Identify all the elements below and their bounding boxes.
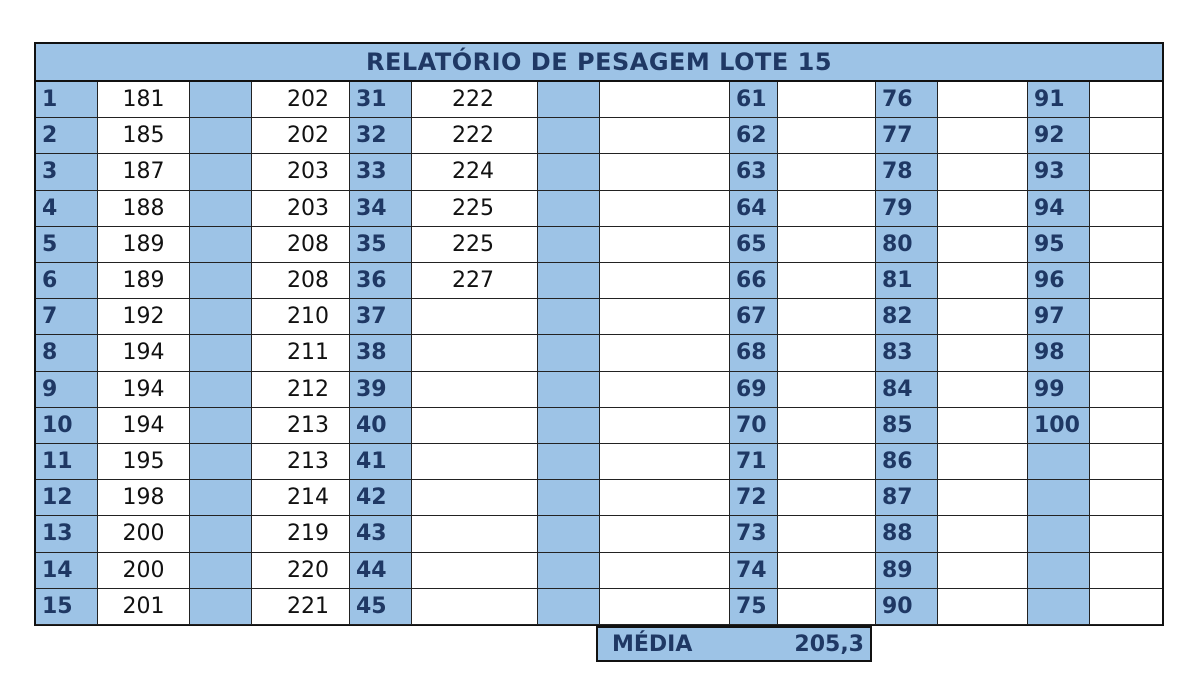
weight-cell (778, 299, 876, 335)
weight-cell: 188 (98, 191, 190, 227)
weight-cell (412, 480, 538, 516)
weight-cell (938, 118, 1028, 154)
lot-index-cell (538, 335, 600, 371)
lot-index-cell: 86 (876, 444, 938, 480)
weight-cell (1090, 553, 1162, 589)
weight-cell: 203 (252, 191, 350, 227)
average-label: MÉDIA (612, 631, 693, 657)
weight-cell (938, 553, 1028, 589)
weight-cell (778, 335, 876, 371)
weight-cell (412, 408, 538, 444)
weight-cell: 221 (252, 589, 350, 625)
weight-cell (412, 553, 538, 589)
lot-index-cell (190, 227, 252, 263)
weight-cell: 185 (98, 118, 190, 154)
lot-index-cell (1028, 516, 1090, 552)
weight-cell: 220 (252, 553, 350, 589)
lot-index-cell: 88 (876, 516, 938, 552)
lot-index-cell: 90 (876, 589, 938, 625)
average-box (596, 626, 872, 662)
weight-cell (1090, 480, 1162, 516)
weight-cell: 187 (98, 154, 190, 190)
lot-index-cell (538, 82, 600, 118)
lot-index-cell (190, 299, 252, 335)
lot-index-cell: 65 (730, 227, 778, 263)
weight-cell (600, 408, 730, 444)
lot-index-cell: 45 (350, 589, 412, 625)
weight-cell (778, 82, 876, 118)
weighing-report-table (34, 42, 1164, 626)
lot-index-cell: 42 (350, 480, 412, 516)
lot-index-cell: 36 (350, 263, 412, 299)
lot-index-cell: 71 (730, 444, 778, 480)
weight-cell (938, 335, 1028, 371)
weight-cell: 189 (98, 227, 190, 263)
lot-index-cell: 75 (730, 589, 778, 625)
weight-cell (938, 82, 1028, 118)
weight-cell (1090, 118, 1162, 154)
weight-cell: 202 (252, 118, 350, 154)
weight-cell: 213 (252, 408, 350, 444)
weight-cell: 200 (98, 553, 190, 589)
lot-index-cell: 5 (36, 227, 98, 263)
weight-cell: 194 (98, 408, 190, 444)
lot-index-cell: 81 (876, 263, 938, 299)
lot-index-cell: 43 (350, 516, 412, 552)
lot-index-cell: 44 (350, 553, 412, 589)
lot-index-cell (1028, 444, 1090, 480)
lot-index-cell (190, 191, 252, 227)
lot-index-cell: 89 (876, 553, 938, 589)
weight-cell (938, 154, 1028, 190)
weight-cell (778, 480, 876, 516)
lot-index-cell: 95 (1028, 227, 1090, 263)
lot-index-cell: 84 (876, 372, 938, 408)
weight-cell (778, 118, 876, 154)
weight-cell (778, 553, 876, 589)
lot-index-cell (538, 372, 600, 408)
weight-cell: 198 (98, 480, 190, 516)
weight-cell: 213 (252, 444, 350, 480)
weight-cell (600, 299, 730, 335)
weight-cell (412, 372, 538, 408)
weight-cell (1090, 444, 1162, 480)
weight-cell (600, 335, 730, 371)
weight-cell (778, 227, 876, 263)
lot-index-cell: 73 (730, 516, 778, 552)
lot-index-cell: 72 (730, 480, 778, 516)
lot-index-cell: 37 (350, 299, 412, 335)
lot-index-cell (190, 263, 252, 299)
weight-cell (600, 553, 730, 589)
lot-index-cell: 78 (876, 154, 938, 190)
lot-index-cell: 38 (350, 335, 412, 371)
lot-index-cell: 80 (876, 227, 938, 263)
lot-index-cell (538, 299, 600, 335)
weight-cell: 181 (98, 82, 190, 118)
lot-index-cell (190, 154, 252, 190)
weight-cell: 214 (252, 480, 350, 516)
weight-cell: 212 (252, 372, 350, 408)
weight-cell (778, 516, 876, 552)
lot-index-cell: 77 (876, 118, 938, 154)
weight-cell (600, 480, 730, 516)
weight-cell: 202 (252, 82, 350, 118)
weight-cell (600, 444, 730, 480)
weights-grid (36, 82, 1162, 626)
weight-cell (938, 191, 1028, 227)
lot-index-cell: 39 (350, 372, 412, 408)
lot-index-cell (1028, 480, 1090, 516)
weight-cell (938, 299, 1028, 335)
lot-index-cell: 33 (350, 154, 412, 190)
lot-index-cell (190, 589, 252, 625)
weight-cell (1090, 191, 1162, 227)
lot-index-cell: 64 (730, 191, 778, 227)
weight-cell (1090, 335, 1162, 371)
weight-cell (600, 154, 730, 190)
weight-cell (778, 154, 876, 190)
weight-cell: 211 (252, 335, 350, 371)
weight-cell: 208 (252, 227, 350, 263)
lot-index-cell (190, 118, 252, 154)
weight-cell (600, 372, 730, 408)
lot-index-cell: 69 (730, 372, 778, 408)
weight-cell: 201 (98, 589, 190, 625)
lot-index-cell: 6 (36, 263, 98, 299)
lot-index-cell: 67 (730, 299, 778, 335)
lot-index-cell (538, 227, 600, 263)
weight-cell (412, 589, 538, 625)
weight-cell: 219 (252, 516, 350, 552)
lot-index-cell: 35 (350, 227, 412, 263)
weight-cell: 203 (252, 154, 350, 190)
weight-cell: 224 (412, 154, 538, 190)
lot-index-cell (538, 408, 600, 444)
report-title: RELATÓRIO DE PESAGEM LOTE 15 (36, 44, 1162, 82)
lot-index-cell (538, 154, 600, 190)
weight-cell (412, 444, 538, 480)
weight-cell (600, 82, 730, 118)
lot-index-cell (538, 263, 600, 299)
weight-cell (600, 516, 730, 552)
lot-index-cell (190, 408, 252, 444)
lot-index-cell: 62 (730, 118, 778, 154)
weight-cell (600, 263, 730, 299)
weight-cell (412, 335, 538, 371)
weight-cell: 200 (98, 516, 190, 552)
weight-cell (1090, 372, 1162, 408)
lot-index-cell: 13 (36, 516, 98, 552)
lot-index-cell: 79 (876, 191, 938, 227)
weight-cell (1090, 154, 1162, 190)
lot-index-cell: 3 (36, 154, 98, 190)
weight-cell (1090, 82, 1162, 118)
lot-index-cell: 2 (36, 118, 98, 154)
weight-cell: 225 (412, 191, 538, 227)
weight-cell (938, 372, 1028, 408)
lot-index-cell: 34 (350, 191, 412, 227)
weight-cell: 227 (412, 263, 538, 299)
weight-cell (600, 227, 730, 263)
lot-index-cell: 40 (350, 408, 412, 444)
weight-cell: 194 (98, 335, 190, 371)
lot-index-cell (538, 118, 600, 154)
average-value: 205,3 (794, 631, 864, 657)
weight-cell (778, 589, 876, 625)
lot-index-cell: 76 (876, 82, 938, 118)
weight-cell (1090, 227, 1162, 263)
lot-index-cell (190, 553, 252, 589)
weight-cell (778, 444, 876, 480)
weight-cell (600, 118, 730, 154)
weight-cell (938, 480, 1028, 516)
weight-cell (600, 191, 730, 227)
lot-index-cell (1028, 553, 1090, 589)
lot-index-cell: 97 (1028, 299, 1090, 335)
lot-index-cell: 41 (350, 444, 412, 480)
weight-cell: 194 (98, 372, 190, 408)
weight-cell: 210 (252, 299, 350, 335)
lot-index-cell (538, 553, 600, 589)
lot-index-cell: 85 (876, 408, 938, 444)
lot-index-cell (1028, 589, 1090, 625)
lot-index-cell: 92 (1028, 118, 1090, 154)
lot-index-cell (190, 516, 252, 552)
lot-index-cell: 32 (350, 118, 412, 154)
lot-index-cell (190, 444, 252, 480)
weight-cell (938, 444, 1028, 480)
weight-cell (1090, 589, 1162, 625)
lot-index-cell: 63 (730, 154, 778, 190)
weight-cell (778, 263, 876, 299)
weight-cell (778, 191, 876, 227)
lot-index-cell (190, 335, 252, 371)
weight-cell (412, 516, 538, 552)
weight-cell (1090, 408, 1162, 444)
weight-cell: 225 (412, 227, 538, 263)
lot-index-cell (538, 191, 600, 227)
lot-index-cell (190, 82, 252, 118)
lot-index-cell (190, 480, 252, 516)
weight-cell (1090, 516, 1162, 552)
weight-cell: 192 (98, 299, 190, 335)
weight-cell (938, 263, 1028, 299)
lot-index-cell (538, 516, 600, 552)
lot-index-cell: 94 (1028, 191, 1090, 227)
lot-index-cell: 91 (1028, 82, 1090, 118)
weight-cell (778, 408, 876, 444)
weight-cell (938, 589, 1028, 625)
lot-index-cell: 82 (876, 299, 938, 335)
weight-cell (600, 589, 730, 625)
lot-index-cell: 100 (1028, 408, 1090, 444)
lot-index-cell (538, 444, 600, 480)
weight-cell (938, 408, 1028, 444)
weight-cell: 222 (412, 118, 538, 154)
weight-cell (1090, 299, 1162, 335)
weight-cell (938, 516, 1028, 552)
lot-index-cell: 9 (36, 372, 98, 408)
weight-cell (412, 299, 538, 335)
lot-index-cell: 61 (730, 82, 778, 118)
weight-cell: 189 (98, 263, 190, 299)
lot-index-cell: 14 (36, 553, 98, 589)
lot-index-cell: 11 (36, 444, 98, 480)
lot-index-cell: 1 (36, 82, 98, 118)
lot-index-cell: 31 (350, 82, 412, 118)
weight-cell (1090, 263, 1162, 299)
weight-cell (778, 372, 876, 408)
lot-index-cell: 12 (36, 480, 98, 516)
lot-index-cell: 10 (36, 408, 98, 444)
weight-cell: 222 (412, 82, 538, 118)
lot-index-cell: 66 (730, 263, 778, 299)
lot-index-cell (190, 372, 252, 408)
lot-index-cell: 7 (36, 299, 98, 335)
lot-index-cell: 74 (730, 553, 778, 589)
lot-index-cell: 87 (876, 480, 938, 516)
lot-index-cell (538, 480, 600, 516)
lot-index-cell: 83 (876, 335, 938, 371)
weight-cell: 208 (252, 263, 350, 299)
lot-index-cell: 93 (1028, 154, 1090, 190)
lot-index-cell: 96 (1028, 263, 1090, 299)
weight-cell: 195 (98, 444, 190, 480)
lot-index-cell: 70 (730, 408, 778, 444)
weight-cell (938, 227, 1028, 263)
lot-index-cell: 15 (36, 589, 98, 625)
lot-index-cell: 8 (36, 335, 98, 371)
lot-index-cell: 98 (1028, 335, 1090, 371)
lot-index-cell: 68 (730, 335, 778, 371)
lot-index-cell (538, 589, 600, 625)
lot-index-cell: 4 (36, 191, 98, 227)
lot-index-cell: 99 (1028, 372, 1090, 408)
